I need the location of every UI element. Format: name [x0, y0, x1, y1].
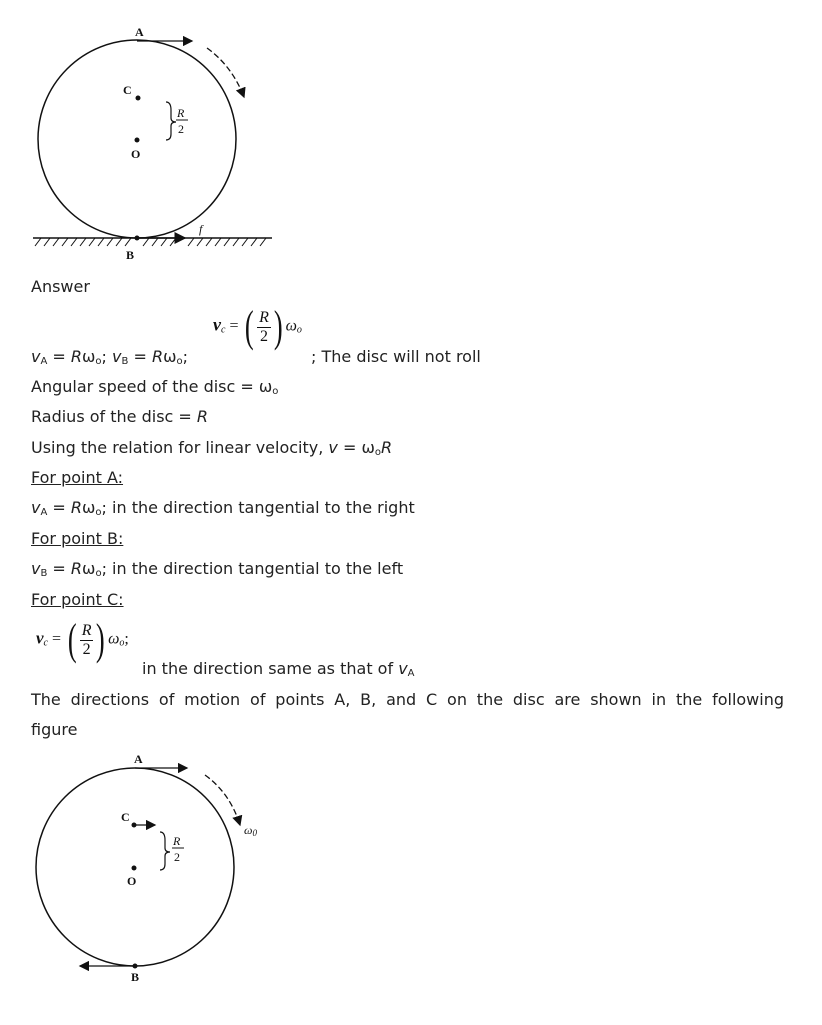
label-r-2: R — [173, 834, 181, 848]
eq-den: 2 — [260, 327, 269, 345]
pa-text: ; in the direction tangential to the right — [101, 498, 415, 517]
eq2-equals: = — [52, 630, 62, 648]
vb-eq: = — [128, 347, 152, 366]
conclusion-line-2: figure — [31, 720, 78, 739]
label-b: B — [126, 248, 135, 262]
va-eq: = — [47, 347, 71, 366]
label-a: A — [135, 25, 144, 39]
speeds-end: ; — [182, 347, 188, 366]
label-omega-symbol: ω — [244, 823, 253, 837]
eq2-omega-sub: o — [119, 637, 125, 649]
eq2-semicolon: ; — [124, 630, 129, 648]
pb-eq: = — [47, 559, 71, 578]
eq2-omega: ω — [108, 630, 120, 648]
conclusion-line-1: The directions of motion of points A, B, and C on the disc are shown in the following — [31, 690, 784, 709]
eq-fraction — [257, 309, 271, 346]
eq-omega-sub: o — [296, 324, 302, 336]
vb-omega-sub: o — [176, 356, 183, 367]
pa-omega: ω — [82, 498, 96, 517]
relation-eq: = ω — [337, 438, 375, 457]
disc-figure-2 — [0, 745, 300, 1025]
speeds-sep: ; — [101, 347, 113, 366]
radius-text: Radius of the disc = — [31, 407, 197, 426]
eq2-paren-left: ( — [67, 615, 77, 664]
label-o-2: O — [127, 874, 137, 888]
pc-sub: A — [407, 668, 415, 679]
eq2-den: 2 — [82, 640, 91, 658]
point-c-line — [142, 659, 415, 679]
eq2-v-sub: c — [43, 637, 48, 649]
eq-equals: = — [229, 317, 239, 335]
point-b-dot-2 — [133, 964, 138, 969]
point-b-dot — [135, 236, 140, 241]
eq-paren-left: ( — [245, 302, 255, 351]
relation-v: v — [328, 438, 338, 457]
brace — [166, 102, 176, 140]
angular-speed-line — [31, 377, 278, 397]
eq-num: R — [259, 308, 269, 326]
label-omega — [244, 823, 257, 838]
point-a-line — [31, 498, 415, 518]
brace-2 — [160, 832, 170, 870]
relation-line — [31, 438, 392, 458]
point-b-line — [31, 559, 403, 579]
eq-omega: ω — [285, 317, 297, 335]
label-f: f — [199, 222, 203, 236]
pa-r: R — [70, 498, 83, 517]
va-sub: A — [40, 356, 48, 367]
label-a-2: A — [134, 752, 143, 766]
answer-label: Answer — [31, 277, 90, 296]
pa-v: v — [31, 498, 41, 517]
vb-symbol: v — [112, 347, 122, 366]
va-omega-sub: o — [95, 356, 102, 367]
va-omega: ω — [82, 347, 96, 366]
eq-v: v — [213, 314, 221, 335]
equation-vc — [213, 302, 302, 351]
pa-sub: A — [40, 507, 48, 518]
point-c-dot — [136, 96, 141, 101]
pb-r: R — [70, 559, 83, 578]
ground-hatching — [35, 238, 266, 246]
label-two: 2 — [178, 122, 184, 136]
rotation-arrow — [207, 48, 244, 97]
pb-sub: B — [40, 568, 48, 579]
vb-r: R — [151, 347, 164, 366]
speeds-line — [31, 347, 188, 367]
pb-omega-sub: o — [95, 568, 102, 579]
pb-omega: ω — [82, 559, 96, 578]
pb-v: v — [31, 559, 41, 578]
vb-omega: ω — [163, 347, 177, 366]
angular-speed-text: Angular speed of the disc = ω — [31, 377, 273, 396]
eq-v-sub: c — [221, 324, 226, 336]
pa-omega-sub: o — [95, 507, 102, 518]
label-o: O — [131, 147, 141, 161]
va-r: R — [70, 347, 83, 366]
label-two-2: 2 — [174, 850, 180, 864]
relation-sub: o — [374, 447, 381, 458]
rotation-arrow-2 — [205, 775, 240, 825]
disc-figure-1 — [0, 0, 300, 265]
eq2-paren-right: ) — [96, 615, 106, 664]
relation-text: Using the relation for linear velocity, — [31, 438, 329, 457]
point-a-heading: For point A: — [31, 468, 124, 487]
label-c: C — [123, 83, 132, 97]
label-c-2: C — [121, 810, 130, 824]
point-b-heading: For point B: — [31, 529, 124, 548]
label-r: R — [177, 106, 185, 120]
equation-vc-2 — [36, 615, 129, 664]
va-symbol: v — [31, 347, 41, 366]
eq2-num: R — [81, 621, 92, 639]
eq2-fraction — [80, 622, 94, 659]
point-c-heading: For point C: — [31, 590, 124, 609]
speeds-tail: ; The disc will not roll — [311, 347, 481, 366]
eq2-v: v — [36, 628, 44, 648]
eq-paren-right: ) — [273, 302, 283, 351]
angular-speed-sub: o — [272, 386, 279, 397]
pc-v: v — [398, 659, 408, 678]
radius-line — [31, 407, 208, 427]
pa-eq: = — [47, 498, 71, 517]
relation-r: R — [380, 438, 393, 457]
pb-text: ; in the direction tangential to the left — [101, 559, 404, 578]
point-o-dot-2 — [132, 866, 137, 871]
radius-r: R — [196, 407, 209, 426]
label-omega-sub: 0 — [252, 828, 257, 838]
pc-text: in the direction same as that of — [142, 659, 399, 678]
vb-sub: B — [121, 356, 129, 367]
label-b-2: B — [131, 970, 140, 984]
point-o-dot — [135, 138, 140, 143]
